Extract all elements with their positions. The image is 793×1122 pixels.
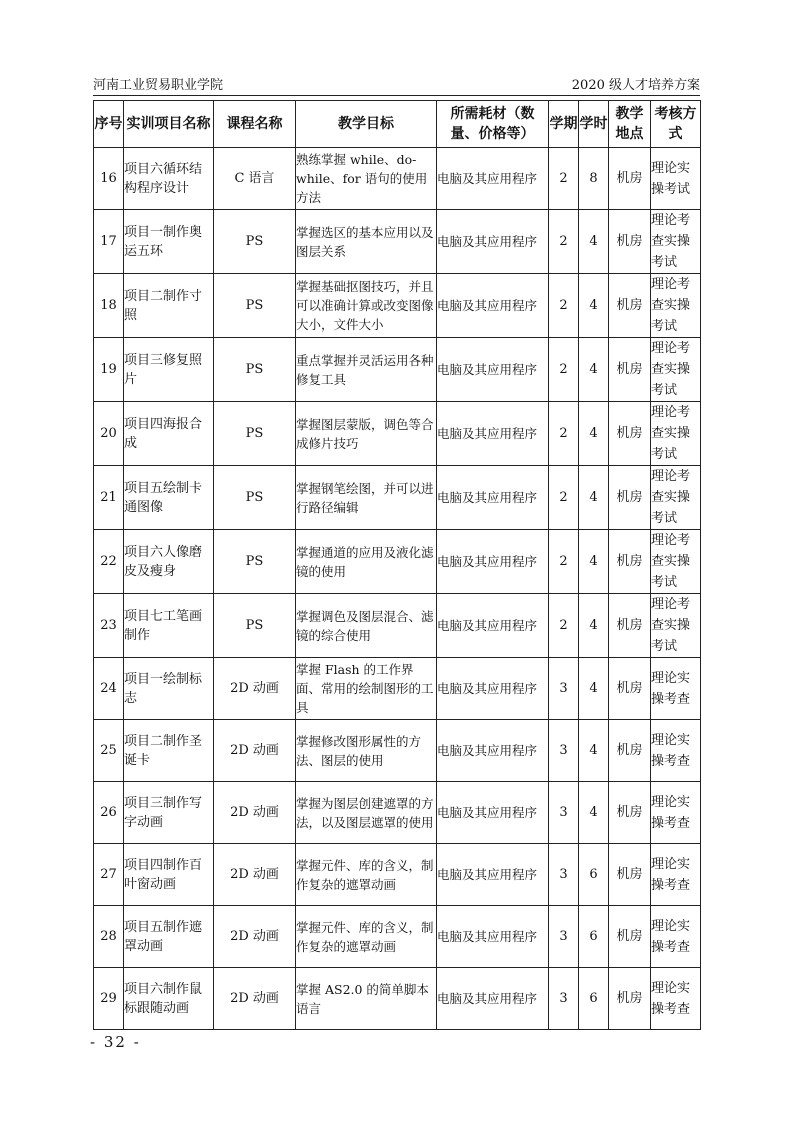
page-number: - 32 - xyxy=(90,1033,141,1051)
cell-course: 2D 动画 xyxy=(214,968,296,1030)
cell-project: 项目二制作寸照 xyxy=(124,274,214,338)
cell-goal: 掌握基础抠图技巧，并且可以准确计算或改变图像大小，文件大小 xyxy=(296,274,437,338)
cell-num: 21 xyxy=(94,466,124,530)
cell-location: 机房 xyxy=(609,720,651,782)
cell-project: 项目六制作鼠标跟随动画 xyxy=(124,968,214,1030)
table-row xyxy=(94,906,701,968)
cell-exam: 理论实操考查 xyxy=(651,782,701,844)
header-rule xyxy=(93,95,700,96)
cell-exam: 理论考查实操考试 xyxy=(651,402,701,466)
cell-course: 2D 动画 xyxy=(214,720,296,782)
cell-semester: 2 xyxy=(549,594,579,658)
cell-course: 2D 动画 xyxy=(214,906,296,968)
cell-materials: 电脑及其应用程序 xyxy=(437,844,549,906)
cell-num: 17 xyxy=(94,210,124,274)
cell-num: 25 xyxy=(94,720,124,782)
cell-course: PS xyxy=(214,402,296,466)
cell-course: PS xyxy=(214,594,296,658)
header-location: 教学地点 xyxy=(609,101,651,148)
table-row xyxy=(94,148,701,210)
cell-num: 22 xyxy=(94,530,124,594)
table-row xyxy=(94,530,701,594)
cell-goal: 掌握选区的基本应用以及图层关系 xyxy=(296,210,437,274)
cell-hours: 4 xyxy=(579,402,609,466)
cell-hours: 8 xyxy=(579,148,609,210)
cell-location: 机房 xyxy=(609,782,651,844)
cell-project: 项目四制作百叶窗动画 xyxy=(124,844,214,906)
cell-semester: 2 xyxy=(549,338,579,402)
cell-location: 机房 xyxy=(609,338,651,402)
cell-location: 机房 xyxy=(609,148,651,210)
school-name: 河南工业贸易职业学院 xyxy=(93,78,224,93)
cell-exam: 理论实操考查 xyxy=(651,906,701,968)
cell-location: 机房 xyxy=(609,658,651,720)
table-row xyxy=(94,594,701,658)
table-row xyxy=(94,210,701,274)
cell-course: 2D 动画 xyxy=(214,782,296,844)
cell-exam: 理论实操考查 xyxy=(651,968,701,1030)
cell-hours: 4 xyxy=(579,274,609,338)
cell-num: 27 xyxy=(94,844,124,906)
cell-materials: 电脑及其应用程序 xyxy=(437,274,549,338)
cell-location: 机房 xyxy=(609,594,651,658)
table-row xyxy=(94,402,701,466)
cell-course: PS xyxy=(214,210,296,274)
cell-goal: 掌握图层蒙版，调色等合成修片技巧 xyxy=(296,402,437,466)
table-header-row xyxy=(94,101,701,148)
cell-location: 机房 xyxy=(609,530,651,594)
cell-num: 23 xyxy=(94,594,124,658)
cell-course: C 语言 xyxy=(214,148,296,210)
cell-course: PS xyxy=(214,466,296,530)
cell-goal: 掌握元件、库的含义，制作复杂的遮罩动画 xyxy=(296,844,437,906)
cell-project: 项目六循环结构程序设计 xyxy=(124,148,214,210)
cell-location: 机房 xyxy=(609,906,651,968)
cell-hours: 4 xyxy=(579,658,609,720)
header-course: 课程名称 xyxy=(214,101,296,148)
cell-goal: 熟练掌握 while、do-while、for 语句的使用方法 xyxy=(296,148,437,210)
cell-exam: 理论考查实操考试 xyxy=(651,594,701,658)
header-num: 序号 xyxy=(94,101,124,148)
training-projects-table xyxy=(93,100,701,1030)
cell-goal: 掌握为图层创建遮罩的方法，以及图层遮罩的使用 xyxy=(296,782,437,844)
cell-semester: 2 xyxy=(549,210,579,274)
table-row xyxy=(94,782,701,844)
cell-materials: 电脑及其应用程序 xyxy=(437,658,549,720)
cell-course: 2D 动画 xyxy=(214,844,296,906)
cell-project: 项目三修复照片 xyxy=(124,338,214,402)
cell-num: 18 xyxy=(94,274,124,338)
table-row xyxy=(94,844,701,906)
cell-exam: 理论考查实操考试 xyxy=(651,530,701,594)
cell-semester: 3 xyxy=(549,968,579,1030)
cell-project: 项目四海报合成 xyxy=(124,402,214,466)
cell-location: 机房 xyxy=(609,466,651,530)
table-row xyxy=(94,274,701,338)
cell-materials: 电脑及其应用程序 xyxy=(437,338,549,402)
page-header xyxy=(93,74,700,94)
header-hours: 学时 xyxy=(579,101,609,148)
cell-project: 项目五制作遮罩动画 xyxy=(124,906,214,968)
table-row xyxy=(94,968,701,1030)
cell-project: 项目一制作奥运五环 xyxy=(124,210,214,274)
cell-exam: 理论考查实操考试 xyxy=(651,210,701,274)
document-title: 2020 级人才培养方案 xyxy=(571,78,700,93)
cell-exam: 理论实操考查 xyxy=(651,720,701,782)
cell-hours: 4 xyxy=(579,720,609,782)
cell-hours: 4 xyxy=(579,530,609,594)
cell-materials: 电脑及其应用程序 xyxy=(437,210,549,274)
cell-location: 机房 xyxy=(609,210,651,274)
cell-goal: 掌握调色及图层混合、滤镜的综合使用 xyxy=(296,594,437,658)
cell-semester: 2 xyxy=(549,530,579,594)
cell-exam: 理论考查实操考试 xyxy=(651,338,701,402)
cell-semester: 2 xyxy=(549,274,579,338)
cell-num: 16 xyxy=(94,148,124,210)
cell-exam: 理论实操考查 xyxy=(651,844,701,906)
cell-hours: 6 xyxy=(579,906,609,968)
cell-materials: 电脑及其应用程序 xyxy=(437,906,549,968)
cell-semester: 3 xyxy=(549,782,579,844)
cell-location: 机房 xyxy=(609,274,651,338)
header-exam: 考核方式 xyxy=(651,101,701,148)
cell-exam: 理论考查实操考试 xyxy=(651,274,701,338)
cell-location: 机房 xyxy=(609,844,651,906)
cell-semester: 3 xyxy=(549,844,579,906)
cell-location: 机房 xyxy=(609,968,651,1030)
cell-semester: 2 xyxy=(549,466,579,530)
cell-project: 项目二制作圣诞卡 xyxy=(124,720,214,782)
header-materials: 所需耗材（数量、价格等） xyxy=(437,101,549,148)
cell-materials: 电脑及其应用程序 xyxy=(437,148,549,210)
cell-goal: 重点掌握并灵活运用各种修复工具 xyxy=(296,338,437,402)
table-row xyxy=(94,658,701,720)
cell-num: 26 xyxy=(94,782,124,844)
cell-course: PS xyxy=(214,338,296,402)
cell-semester: 3 xyxy=(549,720,579,782)
cell-exam: 理论实操考查 xyxy=(651,658,701,720)
cell-num: 20 xyxy=(94,402,124,466)
cell-goal: 掌握 Flash 的工作界面、常用的绘制图形的工具 xyxy=(296,658,437,720)
table-row xyxy=(94,338,701,402)
cell-project: 项目七工笔画制作 xyxy=(124,594,214,658)
cell-course: PS xyxy=(214,274,296,338)
cell-course: PS xyxy=(214,530,296,594)
cell-hours: 4 xyxy=(579,782,609,844)
cell-materials: 电脑及其应用程序 xyxy=(437,530,549,594)
cell-goal: 掌握通道的应用及液化滤镜的使用 xyxy=(296,530,437,594)
cell-materials: 电脑及其应用程序 xyxy=(437,782,549,844)
table-row xyxy=(94,720,701,782)
cell-goal: 掌握 AS2.0 的简单脚本语言 xyxy=(296,968,437,1030)
cell-semester: 3 xyxy=(549,906,579,968)
cell-project: 项目六人像磨皮及瘦身 xyxy=(124,530,214,594)
cell-num: 19 xyxy=(94,338,124,402)
cell-hours: 4 xyxy=(579,594,609,658)
cell-num: 24 xyxy=(94,658,124,720)
cell-semester: 2 xyxy=(549,402,579,466)
cell-exam: 理论实操考试 xyxy=(651,148,701,210)
cell-num: 29 xyxy=(94,968,124,1030)
cell-materials: 电脑及其应用程序 xyxy=(437,466,549,530)
cell-materials: 电脑及其应用程序 xyxy=(437,720,549,782)
cell-course: 2D 动画 xyxy=(214,658,296,720)
cell-hours: 4 xyxy=(579,466,609,530)
cell-materials: 电脑及其应用程序 xyxy=(437,968,549,1030)
cell-hours: 4 xyxy=(579,210,609,274)
table-row xyxy=(94,466,701,530)
cell-exam: 理论考查实操考试 xyxy=(651,466,701,530)
cell-hours: 4 xyxy=(579,338,609,402)
cell-goal: 掌握元件、库的含义，制作复杂的遮罩动画 xyxy=(296,906,437,968)
cell-hours: 6 xyxy=(579,844,609,906)
header-project: 实训项目名称 xyxy=(124,101,214,148)
cell-project: 项目一绘制标志 xyxy=(124,658,214,720)
cell-semester: 2 xyxy=(549,148,579,210)
cell-project: 项目五绘制卡通图像 xyxy=(124,466,214,530)
cell-goal: 掌握钢笔绘图，并可以进行路径编辑 xyxy=(296,466,437,530)
cell-semester: 3 xyxy=(549,658,579,720)
cell-materials: 电脑及其应用程序 xyxy=(437,402,549,466)
cell-hours: 6 xyxy=(579,968,609,1030)
header-goal: 教学目标 xyxy=(296,101,437,148)
cell-goal: 掌握修改图形属性的方法、图层的使用 xyxy=(296,720,437,782)
cell-location: 机房 xyxy=(609,402,651,466)
cell-num: 28 xyxy=(94,906,124,968)
cell-project: 项目三制作写字动画 xyxy=(124,782,214,844)
header-semester: 学期 xyxy=(549,101,579,148)
cell-materials: 电脑及其应用程序 xyxy=(437,594,549,658)
